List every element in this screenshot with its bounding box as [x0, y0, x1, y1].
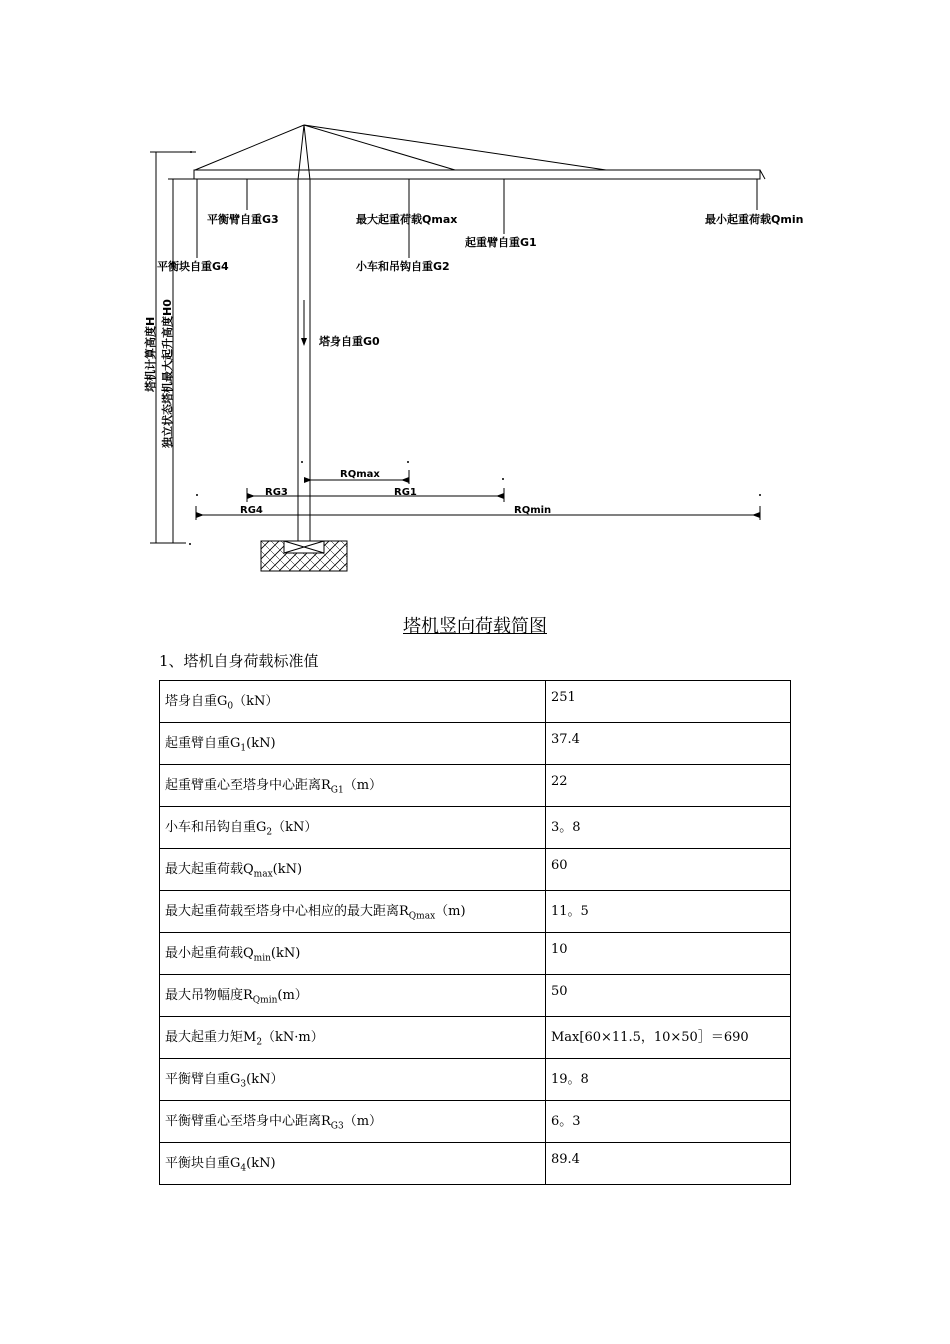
table-row [160, 681, 791, 723]
param-value: 19。8 [546, 1059, 791, 1101]
param-subscript: Qmax [408, 911, 436, 922]
section-title: 1、塔机自身荷载标准值 [159, 652, 319, 670]
table-row [160, 1059, 791, 1101]
param-name-cell [160, 765, 546, 807]
param-name: 平衡臂重心至塔身中心距离R [165, 1114, 331, 1129]
g2-label: 小车和吊钩自重G2 [356, 260, 450, 273]
param-unit: (kN) [272, 862, 303, 877]
param-subscript: 1 [240, 743, 247, 754]
g0-label: 塔身自重G0 [319, 335, 380, 348]
rg4-label: RG4 [240, 505, 263, 516]
param-value: 89.4 [546, 1143, 791, 1185]
table-row [160, 933, 791, 975]
param-value: 22 [546, 765, 791, 807]
param-name: 最大起重力矩M [165, 1030, 257, 1045]
param-name-cell [160, 891, 546, 933]
param-name-cell [160, 1143, 546, 1185]
param-value: 11。5 [546, 891, 791, 933]
param-name-cell [160, 849, 546, 891]
param-subscript: max [253, 869, 273, 880]
tower-top-right [304, 125, 310, 180]
g1-label: 起重臂自重G1 [465, 236, 537, 249]
rg1-label: RG1 [394, 487, 417, 498]
param-value: 37.4 [546, 723, 791, 765]
load-table [159, 680, 791, 1185]
tower-top-left [298, 125, 304, 180]
param-name: 平衡块自重G [165, 1156, 241, 1171]
g4-label: 平衡块自重G4 [157, 260, 229, 273]
param-name-cell [160, 933, 546, 975]
param-unit: (kN) [270, 946, 301, 961]
param-name: 最大吊物幅度R [165, 988, 253, 1003]
param-value: 50 [546, 975, 791, 1017]
g0-arrow-head [301, 338, 307, 346]
table-row [160, 1101, 791, 1143]
counter-jib-tie [195, 125, 304, 170]
param-unit: （m） [343, 1114, 383, 1129]
param-value: Max[60×11.5，10×50］＝690 [546, 1017, 791, 1059]
param-value: 3。8 [546, 807, 791, 849]
param-name: 最小起重荷载Q [165, 946, 254, 961]
table-row [160, 723, 791, 765]
param-value: 60 [546, 849, 791, 891]
param-name: 小车和吊钩自重G [165, 820, 267, 835]
param-name: 起重臂重心至塔身中心距离R [165, 778, 331, 793]
table-row [160, 975, 791, 1017]
qmax-label: 最大起重荷载Qmax [356, 213, 458, 226]
figure-caption: 塔机竖向荷载简图 [403, 616, 547, 637]
param-unit: （m） [343, 778, 383, 793]
param-subscript: 0 [227, 701, 234, 712]
table-row [160, 1143, 791, 1185]
param-name: 最大起重荷载至塔身中心相应的最大距离R [165, 904, 409, 919]
param-unit: （kN） [233, 694, 279, 709]
qmin-label: 最小起重荷载Qmin [705, 213, 804, 226]
param-name-cell [160, 681, 546, 723]
param-unit: (kN) [246, 1156, 276, 1171]
param-value: 251 [546, 681, 791, 723]
rg3-label: RG3 [265, 487, 288, 498]
tower-crane-load-diagram [0, 0, 950, 600]
param-name-cell [160, 807, 546, 849]
param-name: 平衡臂自重G [165, 1072, 241, 1087]
table-row [160, 807, 791, 849]
param-subscript: min [253, 953, 271, 964]
g3-label: 平衡臂自重G3 [207, 213, 279, 226]
height-h0-label: 独立状态塔机最大起升高度H0 [161, 299, 174, 448]
jib-tie-inner [304, 125, 455, 170]
param-name: 最大起重荷载Q [165, 862, 254, 877]
param-name-cell [160, 1017, 546, 1059]
table-row [160, 1017, 791, 1059]
param-name-cell [160, 1101, 546, 1143]
height-h-label: 塔机计算高度H [144, 316, 157, 392]
param-name-cell [160, 975, 546, 1017]
param-unit: （m) [435, 904, 466, 919]
param-subscript: 2 [266, 827, 273, 838]
jib-tie-outer [304, 125, 606, 170]
param-unit: （kN·m） [262, 1030, 324, 1045]
table-row [160, 765, 791, 807]
param-value: 10 [546, 933, 791, 975]
param-unit: (m） [277, 988, 308, 1003]
param-subscript: 4 [240, 1163, 247, 1174]
param-subscript: G1 [330, 785, 344, 796]
param-name-cell [160, 723, 546, 765]
param-name-cell [160, 1059, 546, 1101]
rqmin-label: RQmin [514, 505, 552, 516]
param-subscript: Qmin [252, 995, 278, 1006]
table-row [160, 849, 791, 891]
param-unit: （kN） [272, 820, 318, 835]
rqmax-label: RQmax [340, 469, 380, 480]
param-unit: (kN） [246, 1072, 284, 1087]
param-subscript: 2 [256, 1037, 263, 1048]
param-subscript: G3 [330, 1121, 344, 1132]
param-subscript: 3 [240, 1079, 247, 1090]
table-row [160, 891, 791, 933]
jib-beam [194, 170, 760, 179]
param-unit: (kN) [246, 736, 276, 751]
param-name: 起重臂自重G [165, 736, 241, 751]
param-name: 塔身自重G [165, 694, 228, 709]
param-value: 6。3 [546, 1101, 791, 1143]
